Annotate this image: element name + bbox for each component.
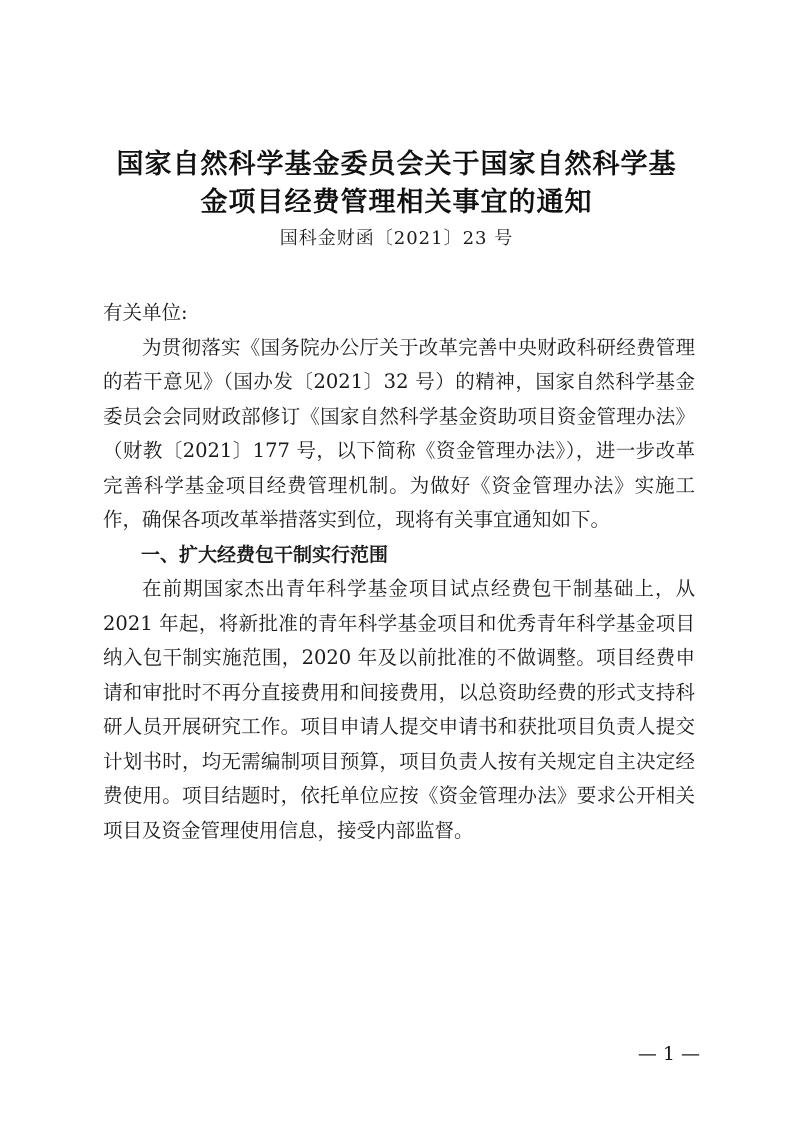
paragraph-section-1: 在前期国家杰出青年科学基金项目试点经费包干制基础上，从 2021 年起，将新批准的青年科学基金项目和优秀青年科学基金项目纳入包干制实施范围，2020 年及以前批准的不做调整。项目经费申请和审批时不再分直接费用和间接费用，以总资助经费的形式支持科研人员开展研究工作。项目申请人提交申请书和获批项目负责人提交计划书时，均无需编制项目预算，项目负责人按有关规定自主决定经费使用。项目结题时，依托单位应按《资金管理办法》要求公开相关项目及资金管理使用信息，接受内部监督。 [103,577,695,842]
title-line-1: 国家自然科学基金委员会关于国家自然科学基 [116,149,677,180]
page-number: — 1 — [637,1043,700,1065]
document-title [96,146,697,222]
paragraph-intro: 为贯彻落实《国务院办公厅关于改革完善中央财政科研经费管理的若干意见》（国办发〔2021〕32 号）的精神，国家自然科学基金委员会会同财政部修订《国家自然科学基金资助项目资金管理办法》（财教〔2021〕177 号，以下简称《资金管理办法》），进一步改革完善科学基金项目经费管理机制。为做好《资金管理办法》实施工作，确保各项改革举措落实到位，现将有关事宜通知如下。 [103,335,695,531]
salutation: 有关单位: [103,301,188,324]
document-body [103,296,695,848]
document-number: 国科金财函〔2021〕23 号 [279,228,514,249]
title-line-2: 金项目经费管理相关事宜的通知 [200,187,593,218]
section-heading-1: 一、扩大经费包干制实行范围 [141,543,389,566]
